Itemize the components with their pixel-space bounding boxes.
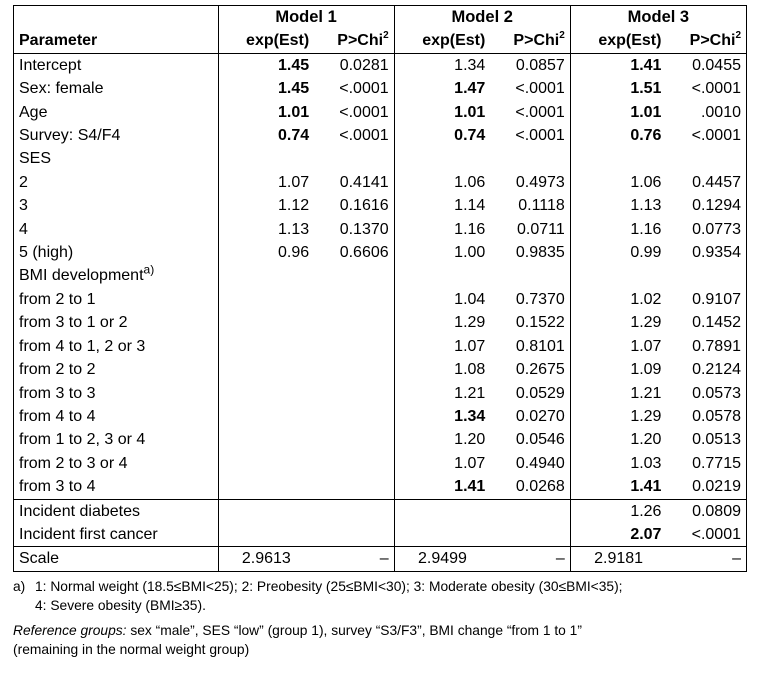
- model-1-p: [314, 335, 394, 358]
- model-2-p-header: P>Chi$^2$: [513, 30, 565, 50]
- model-3-p: [666, 264, 746, 287]
- model-1-est: [218, 335, 314, 358]
- row-label-text: from 4 to 1, 2 or 3: [19, 337, 146, 355]
- model-3-est: 1.16: [570, 218, 666, 241]
- model-2-p: 0.1522: [515, 314, 565, 332]
- row-label: [14, 194, 219, 217]
- row-label-text: BMI development: [19, 267, 144, 285]
- table-row: [14, 523, 747, 547]
- row-label-text: Age: [19, 103, 48, 121]
- table-row: [14, 218, 747, 241]
- model-3-p: 0.1294: [666, 194, 746, 217]
- model-2-p: 0.0270: [515, 407, 565, 425]
- model-1-est: [218, 382, 314, 405]
- model-1-p: [314, 147, 394, 170]
- model-3-p: 0.0578: [666, 405, 746, 428]
- footnote-a-line2: 4: Severe obesity (BMI≥35).: [35, 597, 206, 613]
- row-label: [14, 335, 219, 358]
- table-row: [14, 358, 747, 381]
- row-label: Incident diabetes: [14, 499, 219, 523]
- reference-groups-line2: (remaining in the normal weight group): [13, 641, 250, 657]
- model-3-p: 0.0455: [666, 53, 746, 77]
- model-3-p: [666, 147, 746, 170]
- model-2-est: [394, 499, 490, 523]
- row-label-text: from 3 to 3: [19, 384, 96, 402]
- model-2-est: 1.29: [394, 311, 490, 334]
- row-label-text: 3: [19, 197, 28, 215]
- model-1-est: 1.13: [218, 218, 314, 241]
- row-label-text: SES: [19, 150, 52, 168]
- row-label-text: 4: [19, 220, 28, 238]
- reference-groups-label: Reference groups:: [13, 622, 127, 638]
- param-header-spacer: [14, 6, 219, 30]
- table-row: [14, 499, 747, 523]
- model-1-est-header: exp(Est): [218, 29, 314, 53]
- table-row: [14, 53, 747, 77]
- model-1-est: 1.01: [218, 101, 314, 124]
- column-header-row: [14, 29, 747, 53]
- model-2-p: 0.0711: [517, 220, 565, 238]
- model-2-est: 1.34: [394, 53, 490, 77]
- model-1-est: 0.74: [218, 124, 314, 147]
- footnote-a-line1: 1: Normal weight (18.5≤BMI<25); 2: Preobesity (25≤BMI<30); 3: Moderate obesity (30≤BMI<35);: [35, 578, 623, 594]
- model-2-est: 1.00: [394, 241, 490, 264]
- row-label-text: from 4 to 4: [19, 407, 96, 425]
- model-1-scale-p: –: [379, 550, 389, 568]
- model-1-est: [218, 405, 314, 428]
- row-label: [14, 428, 219, 451]
- model-3-est: 0.99: [570, 241, 666, 264]
- row-label: [14, 218, 219, 241]
- table-row: [14, 77, 747, 100]
- row-label-text: from 1 to 2, 3 or 4: [19, 431, 146, 449]
- model-2-est: 1.34: [394, 405, 490, 428]
- model-3-est: 1.41: [570, 475, 666, 499]
- model-1-est: 1.45: [218, 53, 314, 77]
- table-row: [14, 428, 747, 451]
- table-row: [14, 147, 747, 170]
- row-label-text: Intercept: [19, 56, 82, 74]
- model-1-p: 0.1370: [339, 220, 389, 238]
- model-3-est: 1.29: [570, 311, 666, 334]
- model-3-est: 1.20: [570, 428, 666, 451]
- model-3-p: <.0001: [666, 124, 746, 147]
- table-row: [14, 241, 747, 264]
- model-2-est: [394, 147, 490, 170]
- model-3-p: <.0001: [666, 523, 746, 547]
- model-3-p: 0.1452: [666, 311, 746, 334]
- table-row: [14, 124, 747, 147]
- model-3-p: 0.0573: [666, 382, 746, 405]
- model-1-est: [218, 288, 314, 311]
- results-table: [13, 5, 747, 572]
- row-label: [14, 264, 219, 287]
- model-1-p: [314, 428, 394, 451]
- model-1-est: 1.12: [218, 194, 314, 217]
- row-label: [14, 288, 219, 311]
- model-3-p: 0.9354: [666, 241, 746, 264]
- model-2-est: [394, 523, 490, 547]
- model-3-p: 0.7891: [666, 335, 746, 358]
- model-2-p: 0.1118: [518, 197, 565, 215]
- model-1-p: <.0001: [339, 103, 389, 121]
- row-label-text: from 3 to 4: [19, 478, 96, 496]
- table-row: [14, 311, 747, 334]
- footnote-a: [13, 577, 747, 615]
- model-2-p: [490, 264, 570, 287]
- model-3-p: .0010: [666, 101, 746, 124]
- model-2-p: <.0001: [515, 103, 565, 121]
- model-1-est: [218, 499, 314, 523]
- model-2-p: [490, 147, 570, 170]
- reference-groups-note: [13, 621, 747, 659]
- model-3-header: Model 3: [570, 6, 746, 30]
- model-1-p: 0.1616: [339, 197, 389, 215]
- row-label: [14, 77, 219, 100]
- row-label: [14, 311, 219, 334]
- model-2-est-header: exp(Est): [394, 29, 490, 53]
- model-2-est: 1.47: [394, 77, 490, 100]
- model-2-p: 0.0268: [515, 478, 565, 496]
- scale-row: [14, 547, 747, 571]
- model-1-p: <.0001: [339, 80, 389, 98]
- model-3-p: 0.0809: [666, 499, 746, 523]
- model-2-p: 0.0546: [515, 431, 565, 449]
- model-1-est: [218, 358, 314, 381]
- model-2-p: 0.9835: [515, 244, 565, 262]
- row-label: [14, 53, 219, 77]
- model-2-p: 0.7370: [515, 290, 565, 308]
- model-3-est: 2.07: [570, 523, 666, 547]
- model-3-p: <.0001: [666, 77, 746, 100]
- model-1-est: 1.07: [218, 171, 314, 194]
- model-3-est: 1.41: [570, 53, 666, 77]
- table-row: [14, 452, 747, 475]
- model-3-est: 1.21: [570, 382, 666, 405]
- model-2-p: 0.2675: [515, 361, 565, 379]
- model-3-est: 1.07: [570, 335, 666, 358]
- row-label: [14, 452, 219, 475]
- model-2-est: [394, 264, 490, 287]
- model-1-p: [314, 288, 394, 311]
- model-1-p: 0.4141: [339, 173, 389, 191]
- table-row: [14, 171, 747, 194]
- model-2-est: 1.16: [394, 218, 490, 241]
- model-1-est: [218, 311, 314, 334]
- model-3-p-header: P>Chi$^2$: [666, 29, 746, 53]
- model-1-p: [314, 311, 394, 334]
- model-2-p: 0.4940: [515, 454, 565, 472]
- row-label-text: 5 (high): [19, 244, 74, 262]
- model-2-p: 0.0857: [515, 56, 565, 74]
- row-label: [14, 124, 219, 147]
- model-2-est: 1.06: [394, 171, 490, 194]
- model-3-p: 0.2124: [666, 358, 746, 381]
- row-label: Scale: [14, 547, 219, 571]
- model-2-est: 1.07: [394, 452, 490, 475]
- model-3-est: 0.76: [570, 124, 666, 147]
- model-3-est: 1.09: [570, 358, 666, 381]
- model-3-est: [570, 264, 666, 287]
- model-2-est: 1.08: [394, 358, 490, 381]
- model-1-scale: 2.9613: [218, 547, 314, 571]
- row-label-text: from 3 to 1 or 2: [19, 314, 128, 332]
- regression-table-figure: [13, 5, 747, 659]
- model-2-scale-p: –: [555, 550, 565, 568]
- model-1-est: [218, 428, 314, 451]
- model-2-p: [490, 499, 570, 523]
- model-3-scale-p: –: [666, 547, 746, 571]
- model-2-est: 1.21: [394, 382, 490, 405]
- model-3-est: 1.29: [570, 405, 666, 428]
- model-2-header: Model 2: [394, 6, 570, 30]
- model-2-p: [490, 523, 570, 547]
- row-label: [14, 101, 219, 124]
- model-1-p: 0.0281: [339, 56, 389, 74]
- model-1-header: Model 1: [218, 6, 394, 30]
- model-1-est: 0.96: [218, 241, 314, 264]
- model-1-est: [218, 523, 314, 547]
- model-3-p: 0.9107: [666, 288, 746, 311]
- model-1-p: [314, 358, 394, 381]
- reference-groups-text: sex “male”, SES “low” (group 1), survey “S3/F3”, BMI change “from 1 to 1”: [126, 622, 582, 638]
- row-label: [14, 241, 219, 264]
- model-3-est: 1.03: [570, 452, 666, 475]
- table-row: [14, 288, 747, 311]
- model-1-p: [314, 405, 394, 428]
- model-1-est: [218, 452, 314, 475]
- model-2-est: 1.20: [394, 428, 490, 451]
- table-row: [14, 194, 747, 217]
- model-2-est: 1.04: [394, 288, 490, 311]
- table-row: [14, 405, 747, 428]
- model-3-est: [570, 147, 666, 170]
- table-row: [14, 264, 747, 287]
- row-label: [14, 382, 219, 405]
- model-2-est: 1.07: [394, 335, 490, 358]
- model-header-row: [14, 6, 747, 30]
- model-3-est: 1.01: [570, 101, 666, 124]
- model-3-p: 0.0773: [666, 218, 746, 241]
- model-1-p: <.0001: [339, 127, 389, 145]
- model-2-est: 1.14: [394, 194, 490, 217]
- model-1-est: [218, 147, 314, 170]
- model-3-p: 0.0513: [666, 428, 746, 451]
- model-2-est: 0.74: [394, 124, 490, 147]
- table-row: [14, 382, 747, 405]
- row-label: [14, 358, 219, 381]
- table-row: [14, 101, 747, 124]
- model-3-p: 0.4457: [666, 171, 746, 194]
- footnote-a-mark: a): [13, 578, 26, 594]
- model-3-est: 1.02: [570, 288, 666, 311]
- model-1-p: [314, 475, 394, 499]
- model-1-p: [314, 264, 394, 287]
- model-1-p: [314, 499, 394, 523]
- model-3-est: 1.13: [570, 194, 666, 217]
- model-2-p: 0.8101: [515, 337, 565, 355]
- table-notes: [13, 577, 747, 659]
- model-1-est: [218, 264, 314, 287]
- row-label-text: from 2 to 1: [19, 290, 96, 308]
- model-3-scale: 2.9181: [570, 547, 666, 571]
- row-label: [14, 171, 219, 194]
- model-2-est: 1.41: [394, 475, 490, 499]
- parameter-header: Parameter: [14, 29, 219, 53]
- model-2-p: <.0001: [515, 80, 565, 98]
- model-1-p-header: P>Chi$^2$: [337, 30, 389, 50]
- model-3-est: 1.06: [570, 171, 666, 194]
- table-row: [14, 335, 747, 358]
- row-label: Incident first cancer: [14, 523, 219, 547]
- model-1-p: [314, 523, 394, 547]
- model-1-p: 0.6606: [339, 244, 389, 262]
- model-3-p: 0.0219: [666, 475, 746, 499]
- row-label-text: 2: [19, 173, 28, 191]
- row-label: [14, 475, 219, 499]
- model-2-p: <.0001: [515, 127, 565, 145]
- row-label: [14, 405, 219, 428]
- model-3-est-header: exp(Est): [570, 29, 666, 53]
- model-1-p: [314, 382, 394, 405]
- row-label-text: from 2 to 2: [19, 361, 96, 379]
- model-1-est: 1.45: [218, 77, 314, 100]
- model-2-scale: 2.9499: [394, 547, 490, 571]
- model-3-p: 0.7715: [666, 452, 746, 475]
- model-3-est: 1.26: [570, 499, 666, 523]
- model-2-p: 0.0529: [515, 384, 565, 402]
- model-3-est: 1.51: [570, 77, 666, 100]
- footnote-a-text: [35, 577, 623, 615]
- model-2-est: 1.01: [394, 101, 490, 124]
- table-row: [14, 475, 747, 499]
- row-label-text: Sex: female: [19, 80, 104, 98]
- model-1-est: [218, 475, 314, 499]
- row-label-text: from 2 to 3 or 4: [19, 454, 128, 472]
- model-1-p: [314, 452, 394, 475]
- model-2-p: 0.4973: [515, 173, 565, 191]
- row-label: [14, 147, 219, 170]
- footnote-marker: a): [143, 263, 155, 278]
- row-label-text: Survey: S4/F4: [19, 127, 121, 145]
